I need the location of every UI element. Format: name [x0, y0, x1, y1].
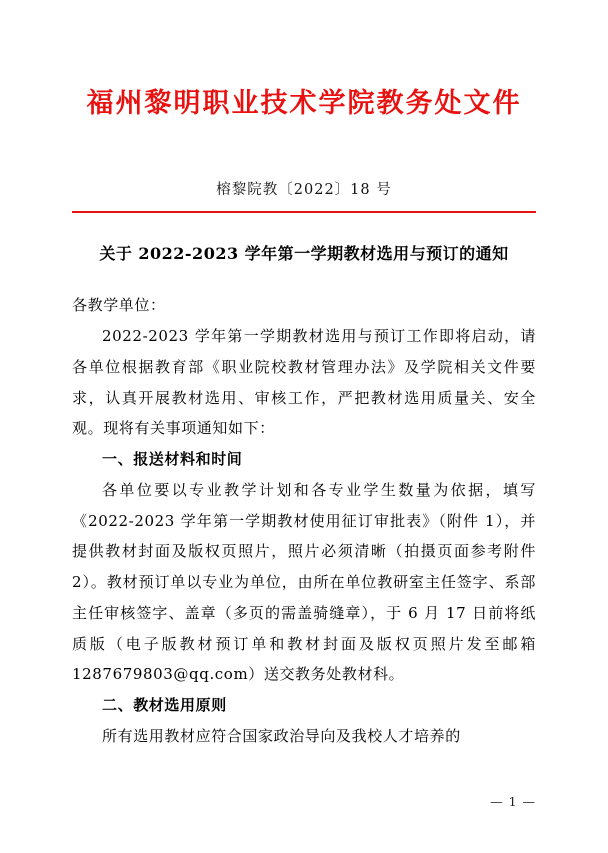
section-one-heading: 一、报送材料和时间: [102, 450, 243, 469]
page-number: — 1 —: [490, 794, 536, 809]
section-one-body: 各单位要以专业教学计划和各专业学生数量为依据，填写《2022-2023 学年第一学期教材使用征订审批表》（附件 1），并提供教材封面及版权页照片，照片必须清晰（拍摄页面参考附件 2）。教材预订单以专业为单位，由所在单位教研室主任签字、系部主任审核签字、盖章（多页的需盖骑缝章），于 6 月 17 日前将纸质版（电子版教材预订单和教材封面及版权页照片发至邮箱 1287679803@qq.com）送交教务处教材科。: [72, 480, 536, 684]
page-title: 福州黎明职业技术学院教务处文件: [86, 88, 522, 119]
section-two-heading: 二、教材选用原则: [102, 696, 227, 715]
salutation: 各教学单位：: [72, 296, 166, 315]
red-divider: [72, 211, 536, 213]
document-subject: 关于 2022-2023 学年第一学期教材选用与预订的通知: [99, 244, 509, 264]
intro-paragraph: 2022-2023 学年第一学期教材选用与预订工作即将启动，请各单位根据教育部《职业院校教材管理办法》及学院相关文件要求，认真开展教材选用、审核工作，严把教材选用质量关、安全观。现将有关事项通知如下：: [72, 327, 536, 438]
document-number: 榕黎院教〔2022〕18 号: [216, 182, 392, 199]
section-two-body: 所有选用教材应符合国家政治导向及我校人才培养的: [102, 726, 461, 745]
document-body: [72, 290, 536, 751]
